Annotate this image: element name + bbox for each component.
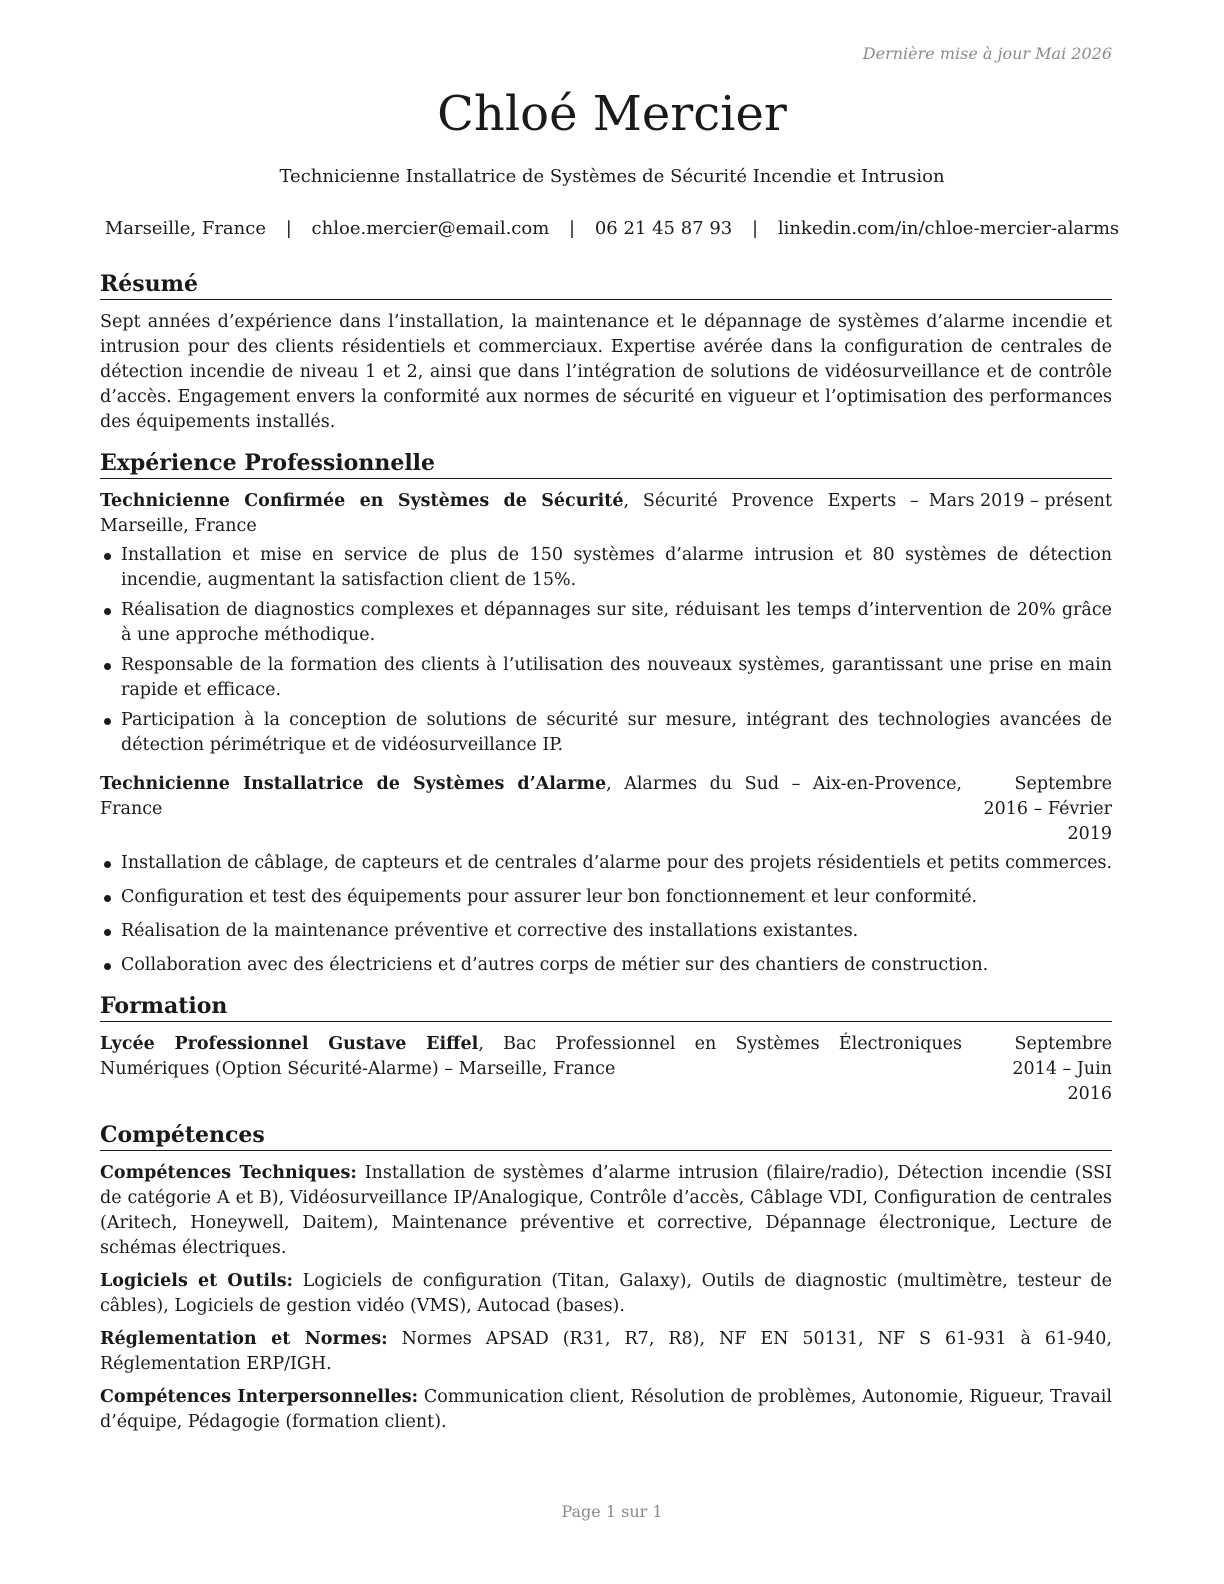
- candidate-name: Chloé Mercier: [437, 86, 787, 142]
- list-item: Réalisation de la maintenance préventive et corrective des installations existantes.: [100, 919, 1112, 944]
- degree: , Bac Professionnel en Systèmes Électroniques Numériques (Option Sécurité-Alarme) – Marseille, France: [100, 1034, 963, 1079]
- education-dates: Septembre 2014 – Juin 2016: [1012, 1034, 1112, 1104]
- phone-number: 06 21 45 87 93: [594, 218, 733, 239]
- job-company: , Alarmes du Sud – Aix-en-Provence, France: [100, 774, 962, 819]
- email-link[interactable]: chloe.mercier@email.com: [311, 218, 550, 239]
- separator: |: [285, 218, 292, 239]
- job-bullets: [100, 851, 1112, 978]
- skill-label: Logiciels et Outils:: [100, 1271, 294, 1291]
- skill-label: Compétences Techniques:: [100, 1163, 357, 1183]
- job-company: , Sécurité Provence Experts – Marseille, France: [100, 491, 919, 536]
- section-title: Formation: [100, 992, 1112, 1022]
- job-header: [100, 489, 1112, 539]
- job-title: Technicienne Installatrice de Systèmes de Sécurité Incendie et Intrusion: [279, 166, 945, 187]
- job-role: Technicienne Confirmée en Systèmes de Sécurité: [100, 491, 624, 511]
- job-entry: [100, 772, 1112, 978]
- job-entry: [100, 489, 1112, 758]
- skill-text: Normes APSAD (R31, R7, R8), NF EN 50131, NF S 61-931 à 61-940, Réglementation ERP/IGH.: [100, 1329, 1113, 1374]
- last-updated: Dernière mise à jour Mai 2026: [862, 44, 1112, 63]
- page-number: Page 1 sur 1: [561, 1502, 663, 1521]
- list-item: Installation de câblage, de capteurs et de centrales d’alarme pour des projets résidentiels et petits commerces.: [100, 851, 1112, 876]
- list-item: Participation à la conception de solutions de sécurité sur mesure, intégrant des technologies avancées de détection périmétrique et de vidéosurveillance IP.: [100, 708, 1112, 758]
- skill-label: Réglementation et Normes:: [100, 1329, 388, 1349]
- resume-body: [100, 270, 1112, 1449]
- skill-text: Installation de systèmes d’alarme intrusion (filaire/radio), Détection incendie (SSI de catégorie A et B), Vidéosurveillance IP/Analogique, Contrôle d’accès, Câblage VDI, Configuration de centrales (Aritech, Honeywell, Daitem), Maintenance préventive et corrective, Dépannage électronique, Lecture de schémas électriques.: [100, 1163, 1112, 1258]
- list-item: Configuration et test des équipements pour assurer leur bon fonctionnement et leur conformité.: [100, 885, 1112, 910]
- skill-group: [100, 1269, 1112, 1319]
- linkedin-link[interactable]: linkedin.com/in/chloe-mercier-alarms: [777, 218, 1120, 239]
- section-title: Résumé: [100, 270, 1112, 300]
- separator: |: [569, 218, 576, 239]
- school-name: Lycée Professionnel Gustave Eiffel: [100, 1034, 479, 1054]
- section-title: Expérience Professionnelle: [100, 449, 1112, 479]
- skill-text: Communication client, Résolution de problèmes, Autonomie, Rigueur, Travail d’équipe, Pédagogie (formation client).: [100, 1387, 1112, 1432]
- skill-group: [100, 1385, 1112, 1435]
- list-item: Collaboration avec des électriciens et d’autres corps de métier sur des chantiers de construction.: [100, 953, 1112, 978]
- skill-label: Compétences Interpersonnelles:: [100, 1387, 419, 1407]
- skill-group: [100, 1161, 1112, 1261]
- job-role: Technicienne Installatrice de Systèmes d’Alarme: [100, 774, 607, 794]
- job-bullets: [100, 543, 1112, 758]
- section-title: Compétences: [100, 1121, 1112, 1151]
- contact-line: [0, 218, 1224, 239]
- experience-section: [100, 449, 1112, 978]
- list-item: Réalisation de diagnostics complexes et dépannages sur site, réduisant les temps d’intervention de 20% grâce à une approche méthodique.: [100, 598, 1112, 648]
- summary-text: Sept années d’expérience dans l’installation, la maintenance et le dépannage de systèmes d’alarme incendie et intrusion pour des clients résidentiels et commerciaux. Expertise avérée dans la configuration de centrales de détection incendie de niveau 1 et 2, ainsi que dans l’intégration de solutions de vidéosurveillance et de contrôle d’accès. Engagement envers la conformité aux normes de sécurité en vigueur et l’optimisation des performances des équipements installés.: [100, 312, 1112, 432]
- location: Marseille, France: [104, 218, 266, 239]
- list-item: Responsable de la formation des clients à l’utilisation des nouveaux systèmes, garantissant une prise en main rapide et efficace.: [100, 653, 1112, 703]
- summary-section: [100, 270, 1112, 435]
- education-section: [100, 992, 1112, 1107]
- skills-section: [100, 1121, 1112, 1435]
- job-dates: Mars 2019 – présent: [928, 491, 1112, 511]
- job-header: [100, 772, 1112, 847]
- education-entry: [100, 1032, 1112, 1107]
- job-dates: Septembre 2016 – Février 2019: [983, 774, 1112, 844]
- skill-text: Logiciels de configuration (Titan, Galaxy), Outils de diagnostic (multimètre, testeur de câbles), Logiciels de gestion vidéo (VMS), Autocad (bases).: [100, 1271, 1112, 1316]
- skill-group: [100, 1327, 1112, 1377]
- separator: |: [752, 218, 759, 239]
- list-item: Installation et mise en service de plus de 150 systèmes d’alarme intrusion et 80 systèmes de détection incendie, augmentant la satisfaction client de 15%.: [100, 543, 1112, 593]
